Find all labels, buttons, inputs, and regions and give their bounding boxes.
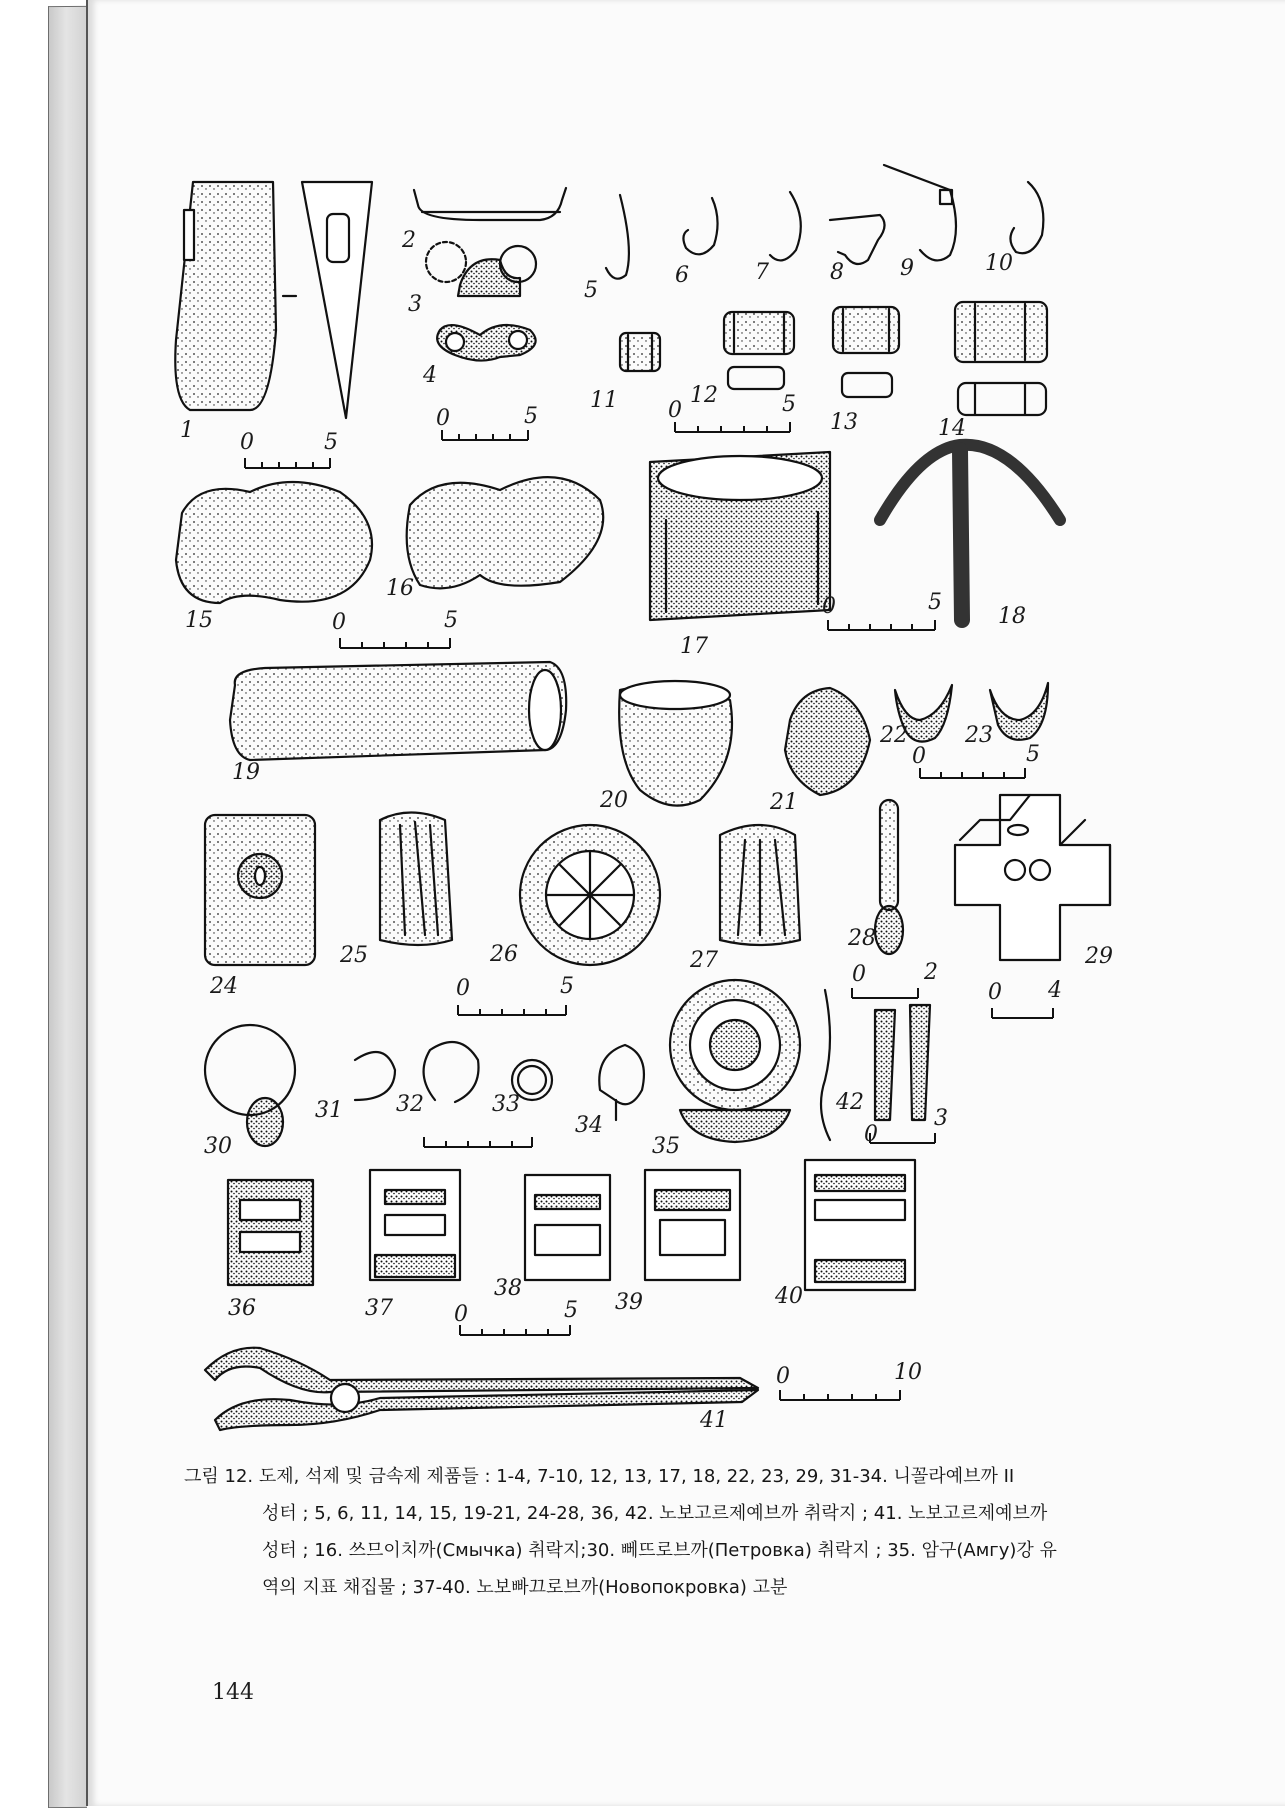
artifact-23 xyxy=(990,683,1048,740)
scale-label: 0 xyxy=(456,976,470,1001)
figure-number: 7 xyxy=(755,260,769,285)
figure-number: 21 xyxy=(770,790,798,815)
artifact-6-hook xyxy=(683,198,717,254)
artifact-19 xyxy=(230,662,566,760)
figure-number: 31 xyxy=(315,1098,343,1123)
figure-number: 1 xyxy=(180,418,194,443)
scale-label: 5 xyxy=(324,430,338,455)
artifact-3 xyxy=(426,242,536,296)
figure-number: 22 xyxy=(880,723,908,748)
scale-label: 10 xyxy=(894,1360,922,1385)
artifact-7-hook xyxy=(770,192,801,260)
figure-number: 25 xyxy=(340,943,368,968)
figure-number: 18 xyxy=(998,604,1026,629)
figure-number: 16 xyxy=(386,576,414,601)
artifact-41-tongs xyxy=(205,1348,758,1433)
scale-label: 0 xyxy=(776,1364,790,1389)
scale-label: 0 xyxy=(852,962,866,987)
figure-number: 9 xyxy=(900,256,914,281)
caption-line: 성터 ; 5, 6, 11, 14, 15, 19-21, 24-28, 36, 42. 노보고르제예브까 취락지 ; 41. 노보고르제예브까 xyxy=(262,1503,1048,1524)
scale-label: 0 xyxy=(454,1302,468,1327)
artifact-2 xyxy=(414,188,566,220)
artifact-39-plaque xyxy=(645,1170,740,1280)
scale-label: 3 xyxy=(934,1106,948,1131)
figure-number: 36 xyxy=(228,1296,256,1321)
figure-number: 37 xyxy=(365,1296,393,1321)
figure-number: 26 xyxy=(490,942,518,967)
artifact-34-ring xyxy=(599,1045,644,1104)
artifact-37-plaque xyxy=(370,1170,460,1280)
figure-number: 34 xyxy=(575,1113,603,1138)
scale-label: 0 xyxy=(240,430,254,455)
scale-label: 0 xyxy=(436,406,450,431)
figure-number: 3 xyxy=(408,292,422,317)
artifact-12-bead xyxy=(724,312,794,389)
figure-number: 27 xyxy=(690,948,718,973)
page-number: 144 xyxy=(212,1680,254,1705)
artifact-40-plaque xyxy=(805,1160,915,1290)
artifact-29 xyxy=(955,795,1110,960)
scale-label: 5 xyxy=(524,404,538,429)
artifact-30-ring xyxy=(205,1025,295,1115)
artifact-8-hook xyxy=(830,215,885,264)
scale-label: 0 xyxy=(864,1122,878,1147)
figure-number: 13 xyxy=(830,410,858,435)
artifact-16-stone xyxy=(407,477,604,588)
figure-number: 17 xyxy=(680,634,708,659)
scale-label: 0 xyxy=(912,744,926,769)
artifact-35-disc xyxy=(670,980,800,1142)
scale-label: 5 xyxy=(1026,742,1040,767)
artifact-10-hook xyxy=(1010,182,1043,253)
artifact-18 xyxy=(880,445,1060,620)
figure-number: 24 xyxy=(210,974,238,999)
scale-label: 5 xyxy=(560,974,574,999)
scale-label: 4 xyxy=(1048,978,1062,1003)
artifact-14-bead xyxy=(955,302,1047,415)
figure-number: 32 xyxy=(396,1092,424,1117)
artifact-36-plaque xyxy=(228,1180,313,1285)
artifact-11-bead xyxy=(620,333,660,371)
scale-label: 0 xyxy=(332,610,346,635)
figure-number: 40 xyxy=(775,1284,803,1309)
figure-number: 19 xyxy=(232,760,260,785)
artifact-1-axe xyxy=(175,182,372,418)
scale-label: 5 xyxy=(928,590,942,615)
figure-number: 28 xyxy=(848,926,876,951)
artifact-4 xyxy=(437,325,535,361)
caption-line: 역의 지표 채집물 ; 37-40. 노보빠끄로브까(Новопокровка) 고분 xyxy=(262,1577,788,1598)
figure-number: 38 xyxy=(494,1276,522,1301)
figure-number: 15 xyxy=(185,608,213,633)
figure-number: 39 xyxy=(615,1290,643,1315)
artifact-9-hook xyxy=(884,165,956,260)
figure-number: 23 xyxy=(965,723,993,748)
figure-number: 42 xyxy=(836,1090,864,1115)
figure-number: 4 xyxy=(423,363,437,388)
artifact-31-ring xyxy=(355,1052,395,1100)
figure-number: 33 xyxy=(492,1092,520,1117)
figure-number: 14 xyxy=(938,416,966,441)
figure-number: 11 xyxy=(590,388,618,413)
artifact-17-vessel xyxy=(650,452,830,620)
figure-number: 20 xyxy=(600,788,628,813)
scale-label: 5 xyxy=(444,608,458,633)
artifact-28 xyxy=(875,800,903,954)
artifact-5-hook xyxy=(606,195,629,279)
figure-number: 8 xyxy=(830,260,844,285)
scale-label: 5 xyxy=(564,1298,578,1323)
figure-number: 35 xyxy=(652,1134,680,1159)
figure-number: 29 xyxy=(1085,944,1113,969)
figure-number: 41 xyxy=(700,1408,728,1433)
figure-number: 30 xyxy=(204,1134,232,1159)
artifact-42 xyxy=(821,990,830,1140)
figure-caption xyxy=(184,1458,1104,1606)
figure-number: 10 xyxy=(985,251,1013,276)
artifact-15-stone xyxy=(176,482,372,603)
artifact-38-plaque xyxy=(525,1175,610,1280)
scale-label: 5 xyxy=(782,392,796,417)
artifact-32-ring xyxy=(424,1042,479,1102)
caption-line: 성터 ; 16. 쓰므이치까(Смычка) 취락지;30. 뻬뜨로브까(Петровка) 취락지 ; 35. 암구(Амгу)강 유 xyxy=(262,1540,1057,1561)
artifact-13-bead xyxy=(833,307,899,397)
scale-label: 2 xyxy=(924,960,938,985)
caption-line: 그림 12. 도제, 석제 및 금속제 제품들 : 1-4, 7-10, 12, 13, 17, 18, 22, 23, 29, 31-34. 니꼴라예브까 II xyxy=(184,1466,1015,1487)
artifact-21 xyxy=(785,688,870,795)
scale-label: 0 xyxy=(668,398,682,423)
figure-number: 12 xyxy=(690,383,718,408)
figure-number: 5 xyxy=(584,278,598,303)
figure-number: 2 xyxy=(402,228,416,253)
scale-label: 0 xyxy=(822,594,836,619)
scale-label: 0 xyxy=(988,980,1002,1005)
figure-number: 6 xyxy=(675,263,689,288)
